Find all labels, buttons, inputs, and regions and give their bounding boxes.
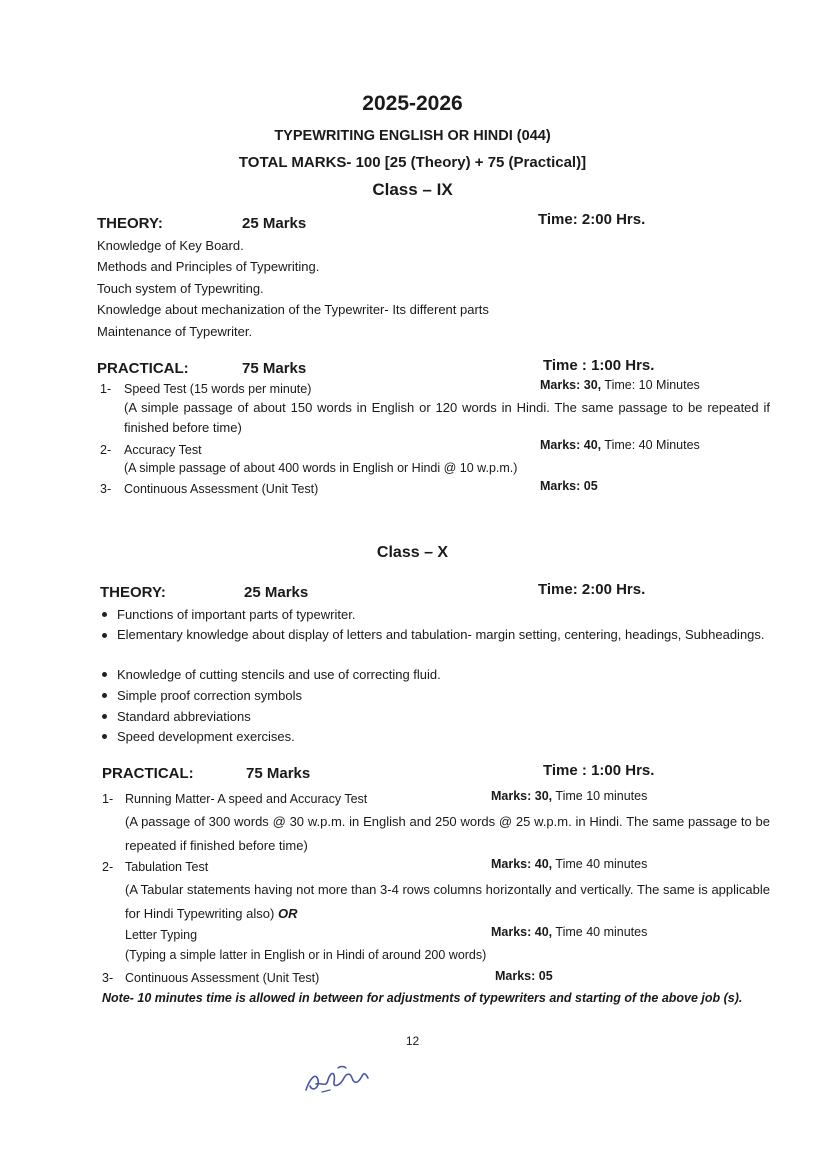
theory-bullet: Functions of important parts of typewriter. — [102, 607, 355, 622]
item-number: 3- — [100, 482, 112, 496]
class9-practical-marks: 75 Marks — [242, 360, 307, 377]
practical-item-marks: Marks: 40, Time 40 minutes — [491, 925, 648, 939]
subject-title: TYPEWRITING ENGLISH OR HINDI (044) — [274, 128, 551, 144]
practical-item-desc: (A Tabular statements having not more than 3-4 rows columns horizontally and vertically. The same is applicable for Hindi Typewriting also) OR — [125, 882, 770, 921]
theory-bullet: Speed development exercises. — [102, 729, 295, 744]
class9-theory-item: Knowledge about mechanization of the Typewriter- Its different parts — [97, 302, 489, 317]
bullet-dot — [102, 714, 107, 719]
bullet-dot — [102, 734, 107, 739]
practical-item-title: Tabulation Test — [125, 860, 209, 874]
signature-image — [300, 1058, 380, 1103]
theory-bullet: Simple proof correction symbols — [102, 688, 302, 703]
bullet-dot — [102, 672, 107, 677]
item-number: 1- — [102, 792, 114, 806]
class9-theory-label: THEORY: — [97, 215, 163, 232]
bullet-dot — [102, 633, 107, 638]
class-x-heading: Class – X — [376, 544, 449, 561]
class9-theory-item: Knowledge of Key Board. — [97, 238, 244, 253]
or-label: OR — [277, 906, 298, 921]
class9-theory-item: Touch system of Typewriting. — [97, 281, 264, 296]
class-ix-heading: Class – IX — [372, 180, 453, 199]
practical-item-marks: Marks: 30, Time 10 minutes — [491, 789, 648, 803]
theory-bullet: Standard abbreviations — [102, 709, 251, 724]
item-number: 2- — [100, 443, 112, 457]
class9-practical-label: PRACTICAL: — [97, 360, 189, 377]
practical-item-desc: (A simple passage of about 400 words in English or Hindi @ 10 w.p.m.) — [124, 461, 518, 475]
practical-item-title: Continuous Assessment (Unit Test) — [124, 482, 319, 496]
class10-theory-time: Time: 2:00 Hrs. — [538, 581, 646, 598]
practical-item-title: Continuous Assessment (Unit Test) — [125, 971, 320, 985]
academic-year: 2025-2026 — [362, 92, 463, 115]
bullet-dot — [102, 612, 107, 617]
practical-item-marks: Marks: 05 — [495, 969, 553, 983]
practical-item-title: Letter Typing — [125, 928, 198, 942]
practical-item-title: Running Matter- A speed and Accuracy Test — [125, 792, 368, 806]
class10-theory-marks: 25 Marks — [244, 584, 309, 601]
class9-theory-marks: 25 Marks — [242, 215, 307, 232]
class9-practical-time: Time : 1:00 Hrs. — [543, 357, 655, 374]
class10-practical-time: Time : 1:00 Hrs. — [543, 762, 655, 779]
practical-item-marks: Marks: 40, Time: 40 Minutes — [540, 438, 700, 452]
item-number: 2- — [102, 860, 114, 874]
class10-practical-label: PRACTICAL: — [102, 765, 194, 782]
page-number: 12 — [405, 1034, 420, 1048]
practical-item-marks: Marks: 30, Time: 10 Minutes — [540, 378, 700, 392]
bullet-dot — [102, 693, 107, 698]
class9-theory-item: Methods and Principles of Typewriting. — [97, 259, 320, 274]
note-text: Note- 10 minutes time is allowed in between for adjustments of typewriters and starting of the above job (s). — [102, 991, 743, 1005]
class10-theory-label: THEORY: — [100, 584, 166, 601]
class10-practical-marks: 75 Marks — [246, 765, 311, 782]
item-number: 1- — [100, 382, 112, 396]
practical-item-desc: (A simple passage of about 150 words in English or 120 words in Hindi. The same passage to be repeated if finished before time) — [124, 400, 770, 435]
practical-item-desc: (Typing a simple latter in English or in Hindi of around 200 words) — [125, 948, 487, 962]
class9-theory-time: Time: 2:00 Hrs. — [538, 211, 646, 228]
theory-bullet: Knowledge of cutting stencils and use of correcting fluid. — [102, 667, 441, 682]
practical-item-desc: (A passage of 300 words @ 30 w.p.m. in English and 250 words @ 25 w.p.m. in Hindi. The same passage to be repeated if finished before time) — [125, 814, 770, 853]
item-number: 3- — [102, 971, 114, 985]
practical-item-title: Speed Test (15 words per minute) — [124, 382, 312, 396]
total-marks: TOTAL MARKS- 100 [25 (Theory) + 75 (Practical)] — [238, 154, 587, 171]
signature-scribble — [300, 1058, 380, 1098]
practical-item-marks: Marks: 40, Time 40 minutes — [491, 857, 648, 871]
practical-item-marks: Marks: 05 — [540, 479, 598, 493]
theory-bullet: Elementary knowledge about display of letters and tabulation- margin setting, centering, headings, Subheadings. — [102, 625, 770, 645]
practical-item-title: Accuracy Test — [124, 443, 202, 457]
class9-theory-item: Maintenance of Typewriter. — [97, 324, 253, 339]
